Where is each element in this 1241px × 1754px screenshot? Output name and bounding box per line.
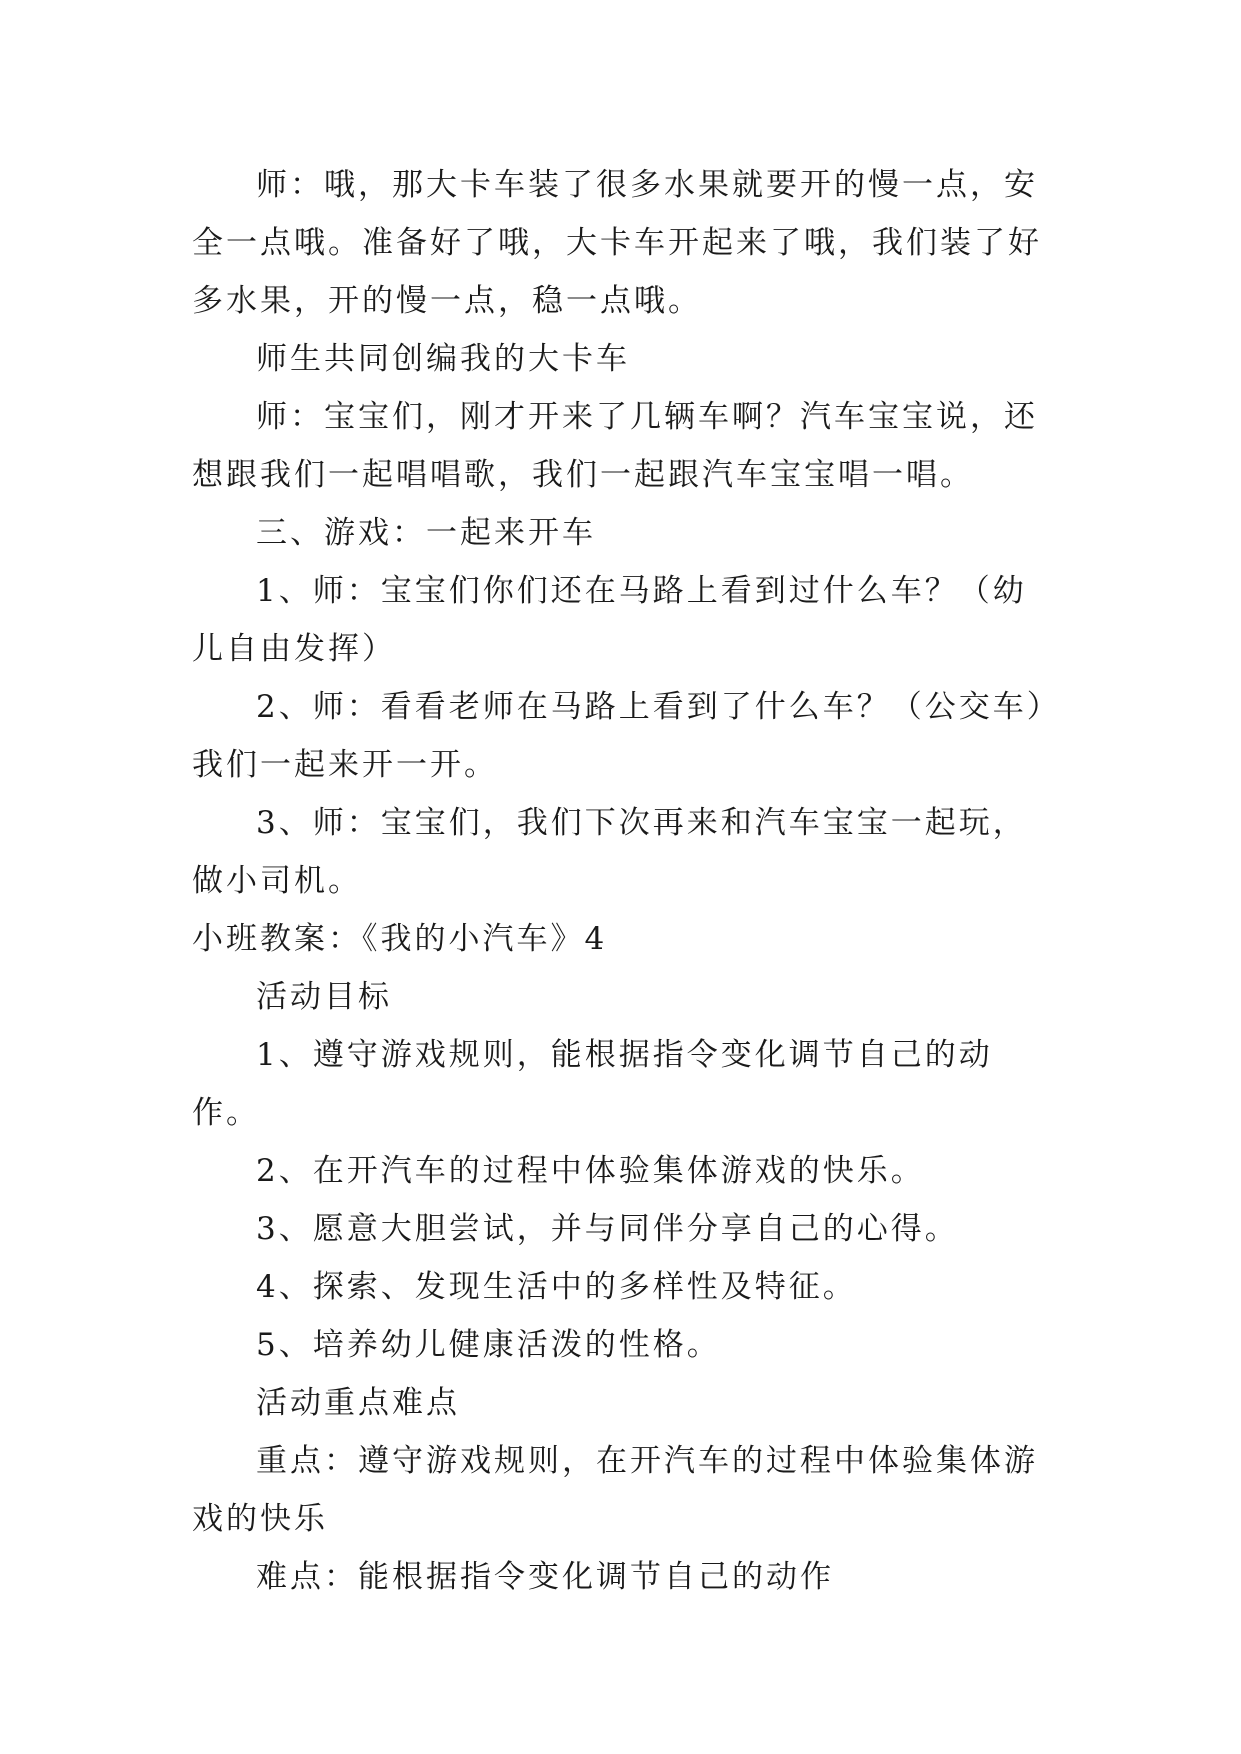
list-item-game-2: 2、师：看看老师在马路上看到了什么车？（公交车）我们一起来开一开。	[192, 689, 1046, 783]
paragraph-teacher-sing: 师：宝宝们，刚才开来了几辆车啊？汽车宝宝说，还想跟我们一起唱唱歌，我们一起跟汽车宝宝唱一唱。	[192, 399, 1038, 493]
list-item-game-1: 1、师：宝宝们你们还在马路上看到过什么车？（幼儿自由发挥）	[192, 573, 1027, 667]
list-item-objective-5: 5、培养幼儿健康活泼的性格。	[256, 1327, 721, 1363]
list-item-objective-3: 3、愿意大胆尝试，并与同伴分享自己的心得。	[256, 1211, 959, 1247]
section-heading-key-points: 活动重点难点	[256, 1385, 460, 1421]
list-item-game-3: 3、师：宝宝们，我们下次再来和汽车宝宝一起玩，做小司机。	[192, 805, 1027, 899]
paragraph-co-create-truck: 师生共同创编我的大卡车	[256, 341, 630, 377]
list-item-objective-2: 2、在开汽车的过程中体验集体游戏的快乐。	[256, 1153, 925, 1189]
paragraph-difficult-point: 难点：能根据指令变化调节自己的动作	[256, 1559, 834, 1595]
paragraph-teacher-truck-fruit: 师：哦，那大卡车装了很多水果就要开的慢一点，安全一点哦。准备好了哦，大卡车开起来了哦，我们装了好多水果，开的慢一点，稳一点哦。	[192, 167, 1042, 319]
paragraph-key-point: 重点：遵守游戏规则，在开汽车的过程中体验集体游戏的快乐	[192, 1443, 1038, 1537]
section-heading-game: 三、游戏：一起来开车	[256, 515, 596, 551]
list-item-objective-1: 1、遵守游戏规则，能根据指令变化调节自己的动作。	[192, 1037, 993, 1131]
document-page	[192, 156, 1058, 1606]
lesson-title: 小班教案：《我的小汽车》4	[192, 921, 608, 957]
section-heading-objectives: 活动目标	[256, 979, 392, 1015]
list-item-objective-4: 4、探索、发现生活中的多样性及特征。	[256, 1269, 857, 1305]
